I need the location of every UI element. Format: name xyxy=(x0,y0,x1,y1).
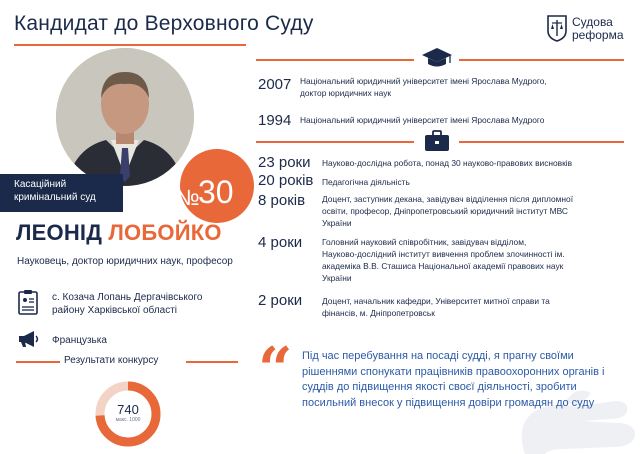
language: Французька xyxy=(52,335,107,346)
experience-3-line-3: України xyxy=(322,218,352,228)
education-1-line-1: Національний юридичний університет імені Ярослава Мудрого, xyxy=(300,76,547,86)
score-max: макс. 1000 xyxy=(115,417,141,423)
experience-text-4 xyxy=(322,236,622,284)
education-year-2: 1994 xyxy=(258,112,292,129)
experience-duration-4: 4 роки xyxy=(258,234,303,251)
logo-text xyxy=(572,16,624,42)
quote-mark-icon: “ xyxy=(258,335,293,405)
experience-divider-right xyxy=(459,141,624,143)
last-name: ЛОБОЙКО xyxy=(108,220,222,245)
megaphone-icon xyxy=(17,330,41,348)
logo-line-1: Судова xyxy=(572,15,613,29)
education-text-2 xyxy=(300,114,620,126)
results-line-left xyxy=(16,361,60,363)
number-sign: № xyxy=(176,185,200,210)
candidate-quote: Під час перебування на посаді судді, я прагну своїми рішеннями спонукати працівників правоохоронних органів і суддів до підвищення якості своєї діяльності, зробити посильний внесок у підвищення довіри громадян до суду xyxy=(302,350,605,409)
experience-4-line-1: Головний науковий співробітник, завідувач відділом, xyxy=(322,237,527,247)
logo-line-2: реформа xyxy=(572,28,624,42)
results-label: Результати конкурсу xyxy=(64,355,159,366)
experience-text-2 xyxy=(322,176,622,188)
experience-4-line-3: академіка В.В. Сташиса Національної академії правових наук xyxy=(322,261,564,271)
experience-1-line-1: Науково-дослідна робота, понад 30 науково-правових висновків xyxy=(322,158,573,168)
education-2-line-1: Національний юридичний університет імені Ярослава Мудрого xyxy=(300,115,545,125)
birthplace xyxy=(52,291,242,317)
graduation-cap-icon xyxy=(421,46,453,70)
education-divider-left xyxy=(256,59,414,61)
experience-4-line-4: України xyxy=(322,273,352,283)
court-line-1: Касаційний xyxy=(14,179,67,190)
experience-3-line-1: Доцент, заступник декана, завідувач відділення після дипломної xyxy=(322,194,574,204)
experience-duration-3: 8 років xyxy=(258,192,306,209)
first-name: ЛЕОНІД xyxy=(16,220,103,245)
experience-5-line-1: Доцент, начальник кафедри, Університет митної справи та xyxy=(322,296,550,306)
education-text-1 xyxy=(300,75,620,99)
experience-3-line-2: освіти, професор, Дніпропетровський юридичний інститут МВС xyxy=(322,206,568,216)
experience-text-1 xyxy=(322,157,622,169)
experience-duration-2: 20 років xyxy=(258,172,314,189)
candidate-number: 30 xyxy=(198,174,234,210)
birthplace-line-2: району Харківської області xyxy=(52,305,178,316)
candidate-description: Науковець, доктор юридичних наук, професор xyxy=(17,256,233,267)
results-line-right xyxy=(186,361,238,363)
experience-divider-left xyxy=(256,141,414,143)
document-icon xyxy=(18,289,38,315)
title-underline xyxy=(14,44,246,46)
court-line-2: кримінальний суд xyxy=(14,192,96,203)
candidate-name xyxy=(16,220,222,246)
experience-2-line-1: Педагогічна діяльність xyxy=(322,177,410,187)
education-divider-right xyxy=(459,59,624,61)
experience-5-line-2: фінансів, м. Дніпропетровськ xyxy=(322,308,435,318)
education-1-line-2: доктор юридичних наук xyxy=(300,88,392,98)
experience-duration-5: 2 роки xyxy=(258,292,303,309)
birthplace-line-1: с. Козача Лопань Дергачівського xyxy=(52,292,203,303)
candidate-photo xyxy=(56,48,194,186)
experience-text-5 xyxy=(322,295,622,319)
scales-logo-icon xyxy=(546,14,568,42)
court-badge xyxy=(0,174,123,212)
briefcase-icon xyxy=(424,130,450,152)
experience-duration-1: 23 роки xyxy=(258,154,311,171)
experience-text-3 xyxy=(322,193,622,229)
education-year-1: 2007 xyxy=(258,76,292,93)
score-value: 740 xyxy=(117,402,139,417)
experience-4-line-2: Науково-дослідний інститут вивчення проблем злочинності ім. xyxy=(322,249,565,259)
page-title: Кандидат до Верховного Суду xyxy=(14,12,314,35)
